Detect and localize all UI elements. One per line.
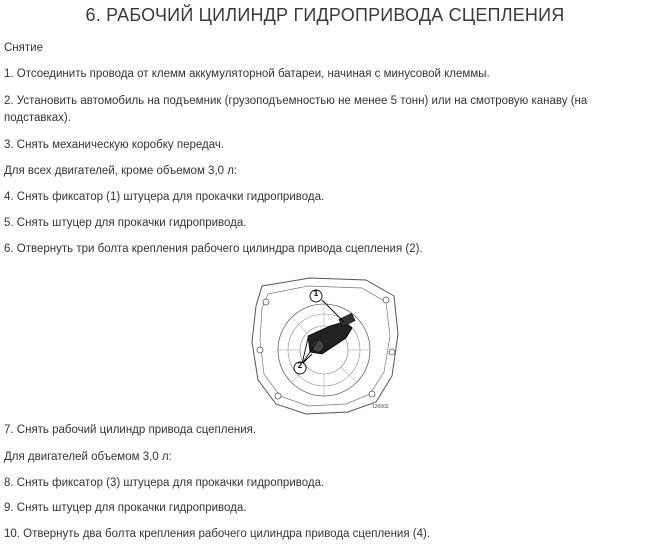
step-4: 4. Снять фиксатор (1) штуцера для прокачки гидропривода. <box>4 191 325 203</box>
step-1: 1. Отсоединить провода от клемм аккумуляторной батареи, начиная с минусовой клеммы. <box>4 68 490 80</box>
callout-1: 1 <box>313 289 319 298</box>
page-title: 6. РАБОЧИЙ ЦИЛИНДР ГИДРОПРИВОДА СЦЕПЛЕНИЯ <box>85 5 565 25</box>
step-8: 8. Снять фиксатор (3) штуцера для прокачки гидропривода. <box>4 477 325 489</box>
figure-code: 126002 <box>372 404 389 410</box>
callout-2: 2 <box>297 361 303 370</box>
step-7: 7. Снять рабочий цилиндр привода сцепления. <box>4 424 257 436</box>
step-10: 10. Отвернуть два болта крепления рабочего цилиндра привода сцепления (4). <box>4 528 431 540</box>
step-2: 2. Установить автомобиль на подъемник (грузоподъемностью не менее 5 тонн) или на смотровую канаву (на подставках). <box>4 95 588 124</box>
section-heading-removal: Снятие <box>4 42 43 54</box>
gearbox-illustration <box>248 276 400 416</box>
step-5: 5. Снять штуцер для прокачки гидропривода. <box>4 217 247 229</box>
step-3: 3. Снять механическую коробку передач. <box>4 139 225 151</box>
step-6: 6. Отвернуть три болта крепления рабочего цилиндра привода сцепления (2). <box>4 243 423 255</box>
clutch-cylinder-diagram <box>248 276 400 416</box>
condition-all-engines: Для всех двигателей, кроме объемом 3,0 л: <box>4 165 238 177</box>
step-9: 9. Снять штуцер для прокачки гидропривода. <box>4 502 247 514</box>
condition-3-0-engines: Для двигателей объемом 3,0 л: <box>4 451 172 463</box>
